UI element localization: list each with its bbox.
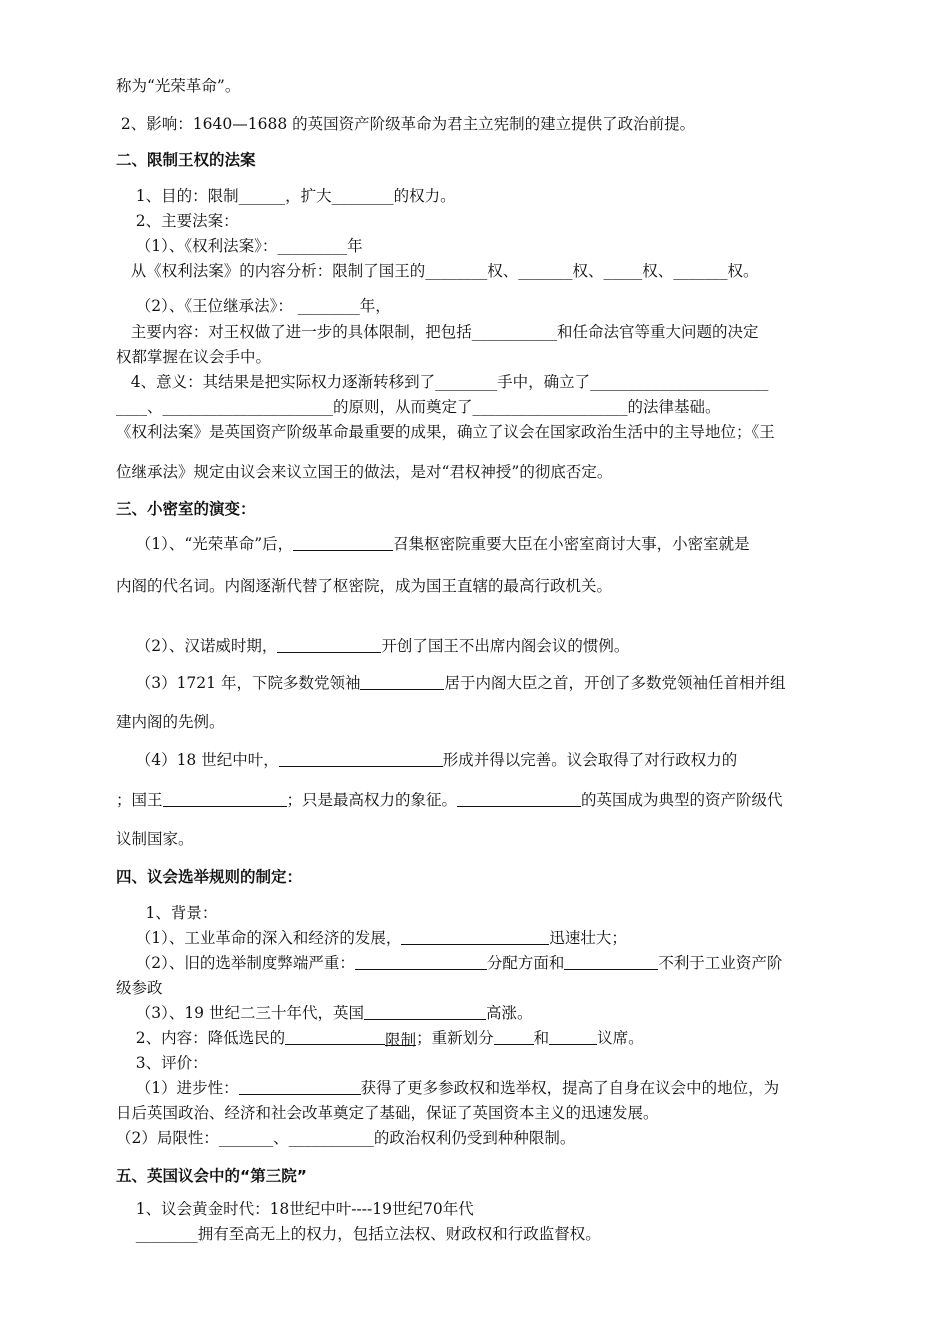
text-line: （3）1721 年，下院多数党领袖 居于内阁大臣之首，开创了多数党领袖任首相并组 [116, 674, 786, 692]
text-line: 3、评价： [116, 1054, 208, 1072]
text-line: （1）进步性： 获得了更多参政权和选举权，提高了自身在议会中的地位，为 [116, 1079, 780, 1097]
text-line: ____、______________________的原则，从而奠定了____________________的法律基础。 [116, 398, 721, 416]
text-line: 2、影响：1640—1688 的英国资产阶级革命为君主立宪制的建立提供了政治前提。 [116, 115, 696, 133]
text-line: 内阁的代名词。内阁逐渐代替了枢密院，成为国王直辖的最高行政机关。 [116, 577, 613, 595]
text-line: 《权利法案》是英国资产阶级革命最重要的成果，确立了议会在国家政治生活中的主导地位；《王 [116, 423, 775, 441]
text-line: 权都掌握在议会手中。 [116, 348, 272, 366]
text-line: ________拥有至高无上的权力，包括立法权、财政权和行政监督权。 [116, 1225, 601, 1243]
text-line: （2）、旧的选举制度弊端严重： 分配方面和 不利于工业资产阶 [116, 954, 783, 972]
text-line: （2）、《王位继承法》： ________年， [116, 297, 391, 315]
text-line: 1、背景： [116, 904, 218, 922]
text-line: ；国王 ；只是最高权力的象征。 的英国成为典型的资产阶级代 [116, 791, 783, 809]
text-line: 议制国家。 [116, 830, 194, 848]
text-line: 建内阁的先例。 [116, 713, 225, 731]
text-line: （1）、工业革命的深入和经济的发展， 迅速壮大； [116, 929, 627, 947]
section-heading: 二、限制王权的法案 [116, 151, 256, 169]
text-line: （3）、19 世纪二三十年代，英国 高涨。 [116, 1004, 533, 1022]
text-line: 1、议会黄金时代：18世纪中叶----19世纪70年代 [116, 1200, 474, 1218]
text-line: 1、目的：限制______，扩大________的权力。 [116, 187, 456, 205]
text-line: 从《权利法案》的内容分析：限制了国王的________权、_______权、_____权、_______权。 [116, 262, 759, 280]
section-heading: 三、小密室的演变： [116, 500, 256, 518]
text-line: 位继承法》规定由议会来议立国王的做法，是对“君权神授”的彻底否定。 [116, 463, 613, 481]
text-line: 2、内容：降低选民的 限制；重新划分 和 议席。 [116, 1029, 644, 1049]
section-heading: 五、英国议会中的“第三院” [116, 1167, 307, 1185]
text-line: （1）、《权利法案》：_________年 [116, 237, 363, 255]
text-line: 日后英国政治、经济和社会改革奠定了基础，保证了英国资本主义的迅速发展。 [116, 1104, 659, 1122]
text-line: 称为“光荣革命”。 [116, 77, 241, 95]
text-line: （1）、“光荣革命”后， 召集枢密院重要大臣在小密室商讨大事，小密室就是 [116, 535, 750, 553]
section-heading: 四、议会选举规则的制定： [116, 868, 303, 886]
text-line: （2）、汉诺威时期， 开创了国王不出席内阁会议的惯例。 [116, 637, 630, 655]
text-line: 级参政 [116, 979, 163, 997]
text-line: 4、意义：其结果是把实际权力逐渐转移到了________手中，确立了_______________________ [116, 373, 769, 391]
text-line: 2、主要法案： [116, 212, 239, 230]
text-line: （2）局限性：_______、___________的政治权利仍受到种种限制。 [116, 1129, 576, 1147]
text-line: （4）18 世纪中叶， 形成并得以完善。议会取得了对行政权力的 [116, 751, 738, 769]
text-line: 主要内容：对王权做了进一步的具体限制，把包括___________和任命法官等重大问题的决定 [116, 323, 759, 341]
